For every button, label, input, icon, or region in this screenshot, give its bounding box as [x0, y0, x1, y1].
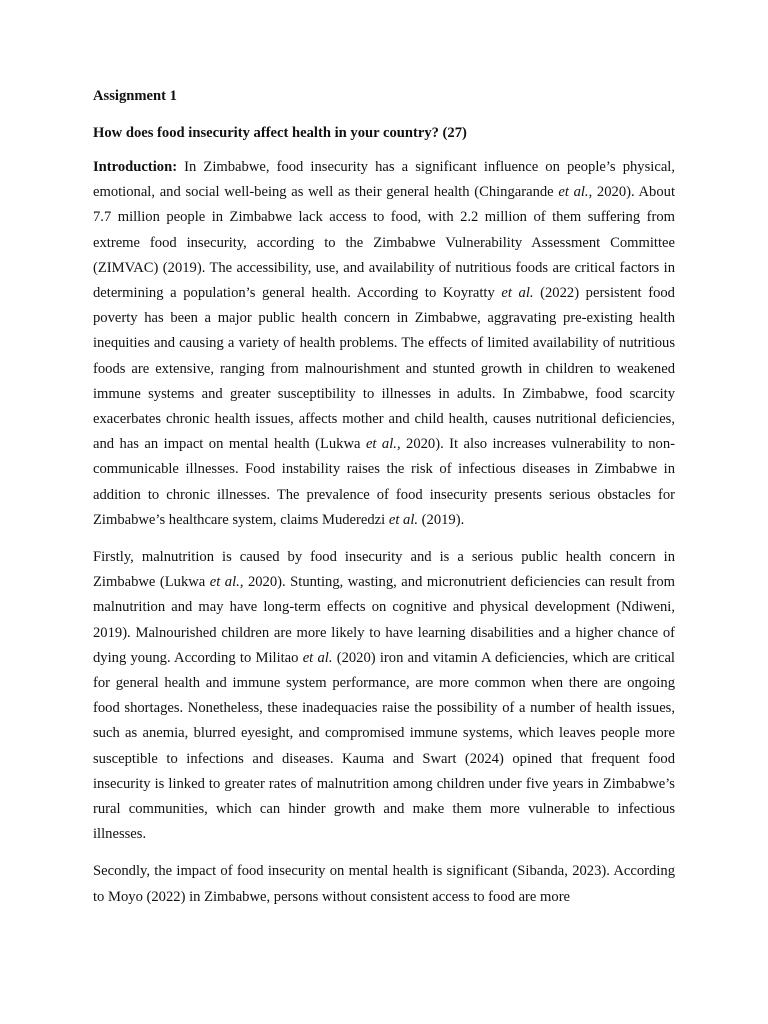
italic-citation: et al. — [209, 574, 240, 591]
paragraph-mental-health — [93, 859, 675, 909]
question-heading: How does food insecurity affect health in your country? (27) — [93, 125, 467, 141]
italic-citation: et al. — [558, 184, 589, 201]
paragraph-body — [93, 863, 675, 904]
text-run: , 2020). About 7.7 million people in Zimbabwe lack access to food, with 2.2 million of them suffering from extreme food insecurity, according to the Zimbabwe Vulnerability Assessment Committee (ZIMVAC) (2019). The accessibility, use, and availability of nutritious foods are critical factors in determining a population’s general health. According to Koyratty — [93, 184, 676, 302]
italic-citation: et al. — [302, 649, 333, 666]
text-run: (2019). — [418, 511, 465, 528]
paragraph-body — [93, 159, 675, 528]
text-run: In Zimbabwe, food insecurity has a significant influence on people’s physical, emotional, and social well-being as well as their general health (Chingarande — [93, 159, 675, 201]
intro-label: Introduction: — [93, 159, 178, 175]
document-body — [93, 86, 675, 922]
italic-citation: et al. — [501, 285, 534, 302]
text-run: , 2020). It also increases vulnerability to non-communicable illnesses. Food instability raises the risk of infectious diseases in Zimbabwe in addition to chronic illnesses. The prevalence of food insecurity presents serious obstacles for Zimbabwe’s healthcare system, claims Muderedzi — [93, 436, 675, 528]
italic-citation: et al. — [388, 511, 419, 528]
assignment-title: Assignment 1 — [93, 88, 177, 104]
text-run: (2020) iron and vitamin A deficiencies, which are critical for general health and immune system performance, are more common when there are ongoing food shortages. Nonetheless, these inadequacies raise the possibility of a number of health issues, such as anemia, blurred eyesight, and compromised immune systems, which leaves people more susceptible to infections and diseases. Kauma and Swart (2024) opined that frequent food insecurity is linked to greater rates of malnutrition among children under five years in Zimbabwe’s rural communities, which can hinder growth and make them more vulnerable to infectious illnesses. — [93, 649, 675, 843]
text-run: (2022) persistent food poverty has been a major public health concern in Zimbabwe, aggravating pre-existing health inequities and causing a variety of health problems. The effects of limited availability of nutritious foods are extensive, ranging from malnourishment and stunted growth in children to weakened immune systems and greater susceptibility to illnesses in adults. In Zimbabwe, food scarcity exacerbates chronic health issues, affects mother and child health, causes nutritional deficiencies, and has an impact on mental health (Lukwa — [93, 285, 675, 453]
paragraph-malnutrition — [93, 545, 675, 847]
text-run: , 2020). Stunting, wasting, and micronutrient deficiencies can result from malnutrition and may have long-term effects on cognitive and physical development (Ndiweni, 2019). Malnourished children are more likely to have learning disabilities and a higher chance of dying young. According to Militao — [93, 574, 675, 666]
text-run: Secondly, the impact of food insecurity on mental health is significant (Sibanda, 2023). According to Moyo (2022) in Zimbabwe, persons without consistent access to food are more — [93, 863, 675, 905]
paragraph-introduction — [93, 155, 675, 533]
italic-citation: et al. — [365, 436, 397, 453]
paragraph-body — [93, 549, 675, 842]
text-run: Firstly, malnutrition is caused by food insecurity and is a serious public health concern in Zimbabwe (Lukwa — [93, 549, 675, 591]
